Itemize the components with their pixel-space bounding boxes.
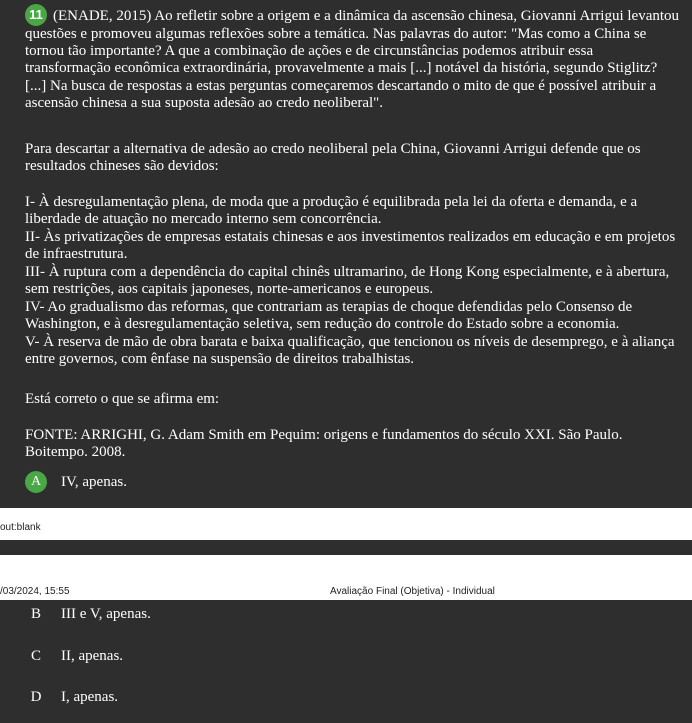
print-header-datetime: /03/2024, 15:55: [0, 586, 70, 597]
print-header-title: Avaliação Final (Objetiva) - Individual: [330, 586, 495, 597]
option-b-text: III e V, apenas.: [61, 605, 151, 622]
statement-item-4: IV- Ao gradualismo das reformas, que contrariam as terapias de choque defendidas pelo Consenso de Washington, e à desregulamentação seletiva, sem redução do controle do Estado sobre a economia.: [25, 299, 633, 333]
question-prompt: Está correto o que se afirma em:: [25, 391, 220, 407]
page-break-bar: [0, 540, 692, 555]
option-d-letter: D: [30, 688, 42, 705]
statement-item-1: I- À desregulamentação plena, de moda que a produção é equilibrada pela lei da oferta e demanda, e a liberdade de atuação no mercado interno sem concorrência.: [25, 194, 638, 228]
option-c[interactable]: [25, 646, 123, 666]
option-d[interactable]: [25, 687, 118, 707]
option-b[interactable]: [25, 604, 151, 624]
question-source: FONTE: ARRIGHI, G. Adam Smith em Pequim: origens e fundamentos do século XXI. São Paulo. Boitempo. 2008.: [25, 427, 623, 461]
print-footer-url: out:blank: [0, 522, 41, 533]
question-paragraph: Para descartar a alternativa de adesão ao credo neoliberal pela China, Giovanni Arrigui defende que os resultados chineses são devidos:: [25, 141, 641, 175]
print-header: [0, 586, 692, 600]
question-number-badge: 11: [25, 4, 47, 26]
option-d-text: I, apenas.: [61, 688, 119, 705]
statement-item-3: III- À ruptura com a dependência do capital chinês ultramarino, de Hong Kong especialmente, e à abertura, sem restrições, aos capitais japoneses, norte-americanos e europeus.: [25, 264, 670, 298]
option-a-text: IV, apenas.: [61, 473, 127, 490]
options-panel: [0, 600, 692, 723]
question-intro: [25, 7, 680, 112]
option-b-letter: B: [30, 605, 41, 622]
option-a[interactable]: [25, 470, 127, 494]
option-c-text: II, apenas.: [61, 647, 124, 664]
question-intro-text: (ENADE, 2015) Ao refletir sobre a origem e a dinâmica da ascensão chinesa, Giovanni Arrigui levantou questões e promoveu algumas reflexões sobre a temática. Nas palavras do autor: "Mas como a China se tornou tão importante? A que a combinação de ações e de circunstâncias podemos atribuir essa transformação econômica extraordinária, provavelmente a mais [...] notável da história, segundo Stiglitz? [...] Na busca de respostas a estas perguntas começaremos descartando o mito de que é possível atribuir a ascensão chinesa a sua suposta adesão ao credo neoliberal".: [25, 7, 680, 111]
option-c-letter: C: [30, 647, 41, 664]
option-a-letter: A: [25, 471, 47, 493]
statement-item-5: V- À reserva de mão de obra barata e baixa qualificação, que tencionou os níveis de desemprego, e à aliança entre governos, com ênfase na suspensão de direitos trabalhistas.: [25, 334, 675, 368]
statement-item-2: II- Às privatizações de empresas estatais chinesas e aos investimentos realizados em educação e em projetos de infraestrutura.: [25, 229, 676, 263]
